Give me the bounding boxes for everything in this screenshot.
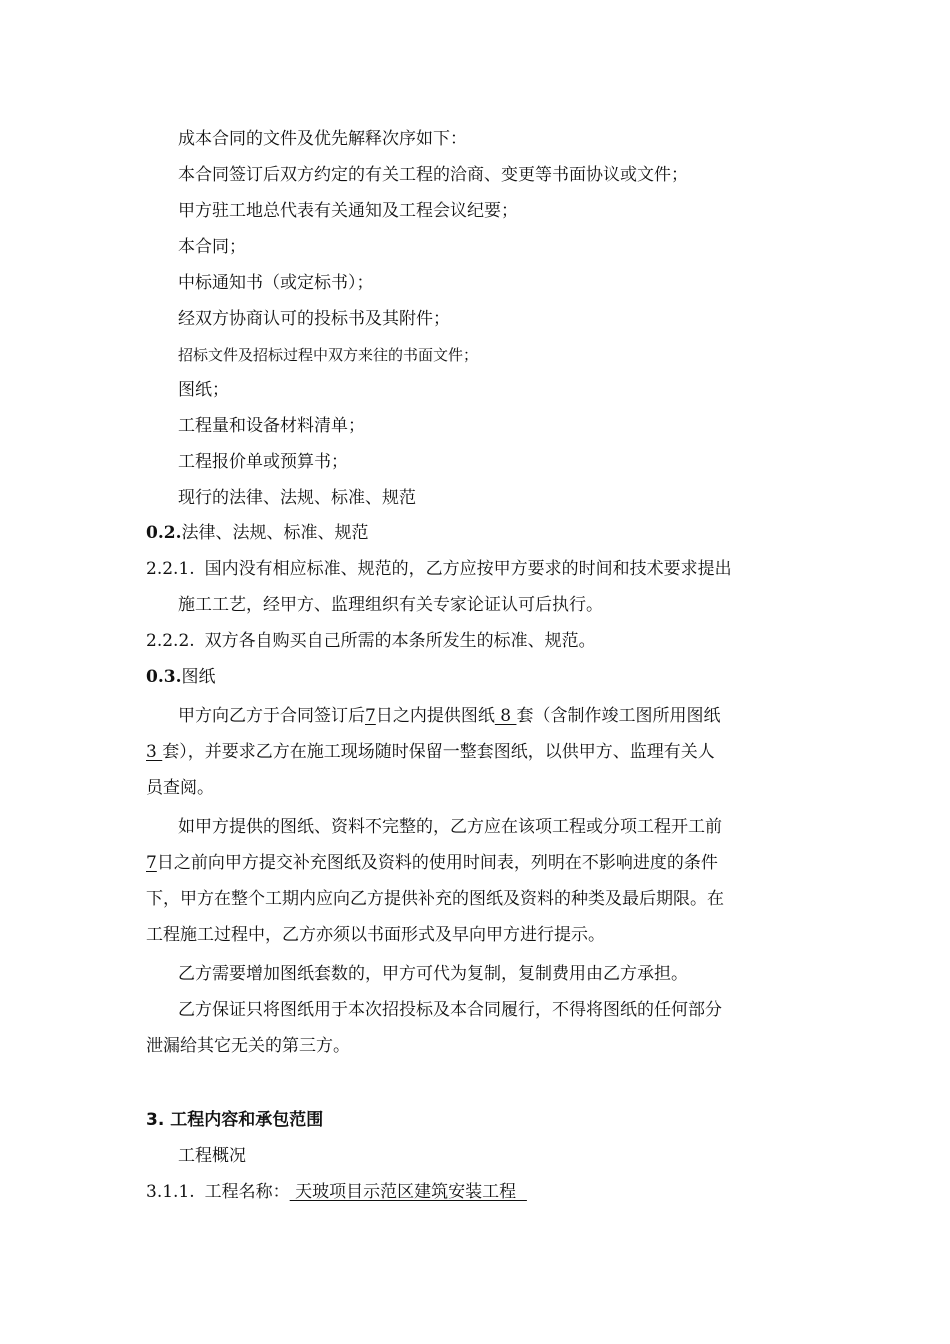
list-item: 图纸； bbox=[178, 380, 229, 400]
clause-2-2-1 bbox=[146, 557, 732, 581]
project-name-value: 天玻项目示范区建筑安装工程 bbox=[289, 1182, 527, 1202]
sets-value: 3 bbox=[146, 742, 163, 762]
list-item: 工程量和设备材料清单； bbox=[178, 416, 365, 436]
field-label: 工程名称： bbox=[204, 1182, 290, 1202]
subsection-title: 工程概况 bbox=[178, 1146, 246, 1166]
list-item: 现行的法律、法规、标准、规范 bbox=[178, 488, 416, 508]
clause-2-2-2 bbox=[146, 629, 596, 653]
sets-value: 8 bbox=[494, 706, 517, 726]
paragraph-line: 如甲方提供的图纸、资料不完整的，乙方应在该项工程或分项工程开工前 bbox=[178, 817, 722, 837]
clause-text: 国内没有相应标准、规范的，乙方应按甲方要求的时间和技术要求提出 bbox=[204, 559, 732, 579]
clause-3-1-1 bbox=[146, 1180, 527, 1204]
text-run: 日之前向甲方提交补充图纸及资料的使用时间表，列明在不影响进度的条件 bbox=[156, 853, 718, 873]
clause-number: 2.2.1. bbox=[146, 559, 195, 579]
section-heading-3: 3. 工程内容和承包范围 bbox=[146, 1110, 324, 1130]
clause-number: 2.2.2. bbox=[146, 631, 195, 651]
paragraph-line: 员查阅。 bbox=[146, 778, 214, 798]
list-item: 甲方驻工地总代表有关通知及工程会议纪要； bbox=[178, 201, 518, 221]
list-item: 招标文件及招标过程中双方来往的书面文件； bbox=[178, 346, 479, 364]
clause-text: 双方各自购买自己所需的本条所发生的标准、规范。 bbox=[204, 631, 596, 651]
list-item: 本合同； bbox=[178, 237, 246, 257]
clause-continuation: 施工工艺，经甲方、监理组织有关专家论证认可后执行。 bbox=[178, 595, 603, 615]
list-item: 经双方协商认可的投标书及其附件； bbox=[178, 309, 450, 329]
days-value: 7 bbox=[146, 853, 157, 873]
text-run: 甲方向乙方于合同签订后 bbox=[178, 706, 365, 726]
paragraph-line: 乙方保证只将图纸用于本次招投标及本合同履行，不得将图纸的任何部分 bbox=[178, 1000, 722, 1020]
list-item: 本合同签订后双方约定的有关工程的洽商、变更等书面协议或文件； bbox=[178, 165, 688, 185]
paragraph-line bbox=[178, 704, 720, 728]
paragraph-line: 工程施工过程中，乙方亦须以书面形式及早向甲方进行提示。 bbox=[146, 925, 605, 945]
section-heading-0-3 bbox=[146, 665, 216, 689]
paragraph-line: 乙方需要增加图纸套数的，甲方可代为复制，复制费用由乙方承担。 bbox=[178, 964, 688, 984]
list-item: 中标通知书（或定标书）； bbox=[178, 273, 374, 293]
section-title: 法律、法规、标准、规范 bbox=[181, 523, 369, 543]
days-value: 7 bbox=[365, 706, 376, 726]
section-heading-0-2 bbox=[146, 521, 369, 545]
paragraph-line bbox=[146, 740, 715, 764]
paragraph-line: 下，甲方在整个工期内应向乙方提供补充的图纸及资料的种类及最后期限。在 bbox=[146, 889, 724, 909]
para-line: 成本合同的文件及优先解释次序如下： bbox=[178, 129, 467, 149]
text-run: 套），并要求乙方在施工现场随时保留一整套图纸，以供甲方、监理有关人 bbox=[162, 742, 715, 762]
section-number: 0.2. bbox=[146, 523, 182, 543]
text-run: 日之内提供图纸 bbox=[375, 706, 495, 726]
clause-number: 3.1.1. bbox=[146, 1182, 195, 1202]
section-title: 图纸 bbox=[181, 667, 216, 687]
paragraph-line: 泄漏给其它无关的第三方。 bbox=[146, 1036, 350, 1056]
paragraph-line bbox=[146, 851, 718, 875]
section-number: 0.3. bbox=[146, 667, 182, 687]
text-run: 套（含制作竣工图所用图纸 bbox=[516, 706, 721, 726]
list-item: 工程报价单或预算书； bbox=[178, 452, 348, 472]
